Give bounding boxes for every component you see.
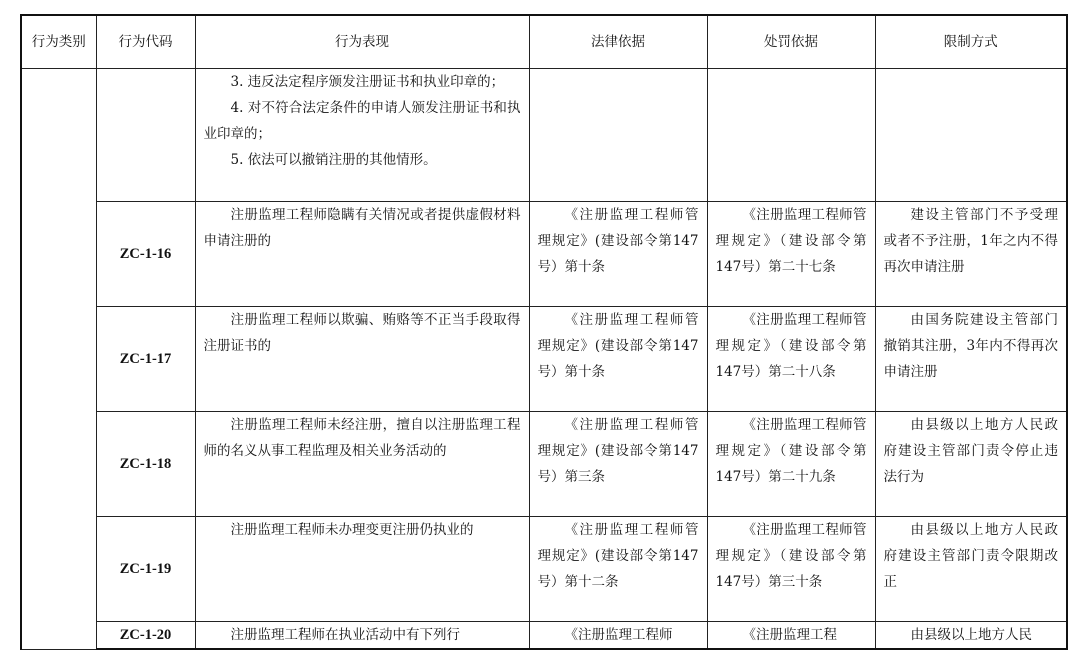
penalty-basis-cell: 《注册监理工程: [707, 622, 875, 650]
behavior-cell: 注册监理工程师未办理变更注册仍执业的: [195, 517, 529, 622]
table-row: [21, 307, 1067, 412]
behavior-line: 4. 对不符合法定条件的申请人颁发注册证书和执业印章的；: [203, 100, 521, 142]
behavior-cell: 注册监理工程师隐瞒有关情况或者提供虚假材料申请注册的: [195, 202, 529, 307]
behavior-cell: [195, 69, 529, 202]
code-cell: ZC-1-17: [96, 307, 195, 412]
restriction-cell: [875, 69, 1067, 202]
header-legal-basis: 法律依据: [529, 15, 707, 69]
behavior-cell: 注册监理工程师在执业活动中有下列行: [195, 622, 529, 650]
behavior-cell: 注册监理工程师未经注册，擅自以注册监理工程师的名义从事工程监理及相关业务活动的: [195, 412, 529, 517]
code-cell: ZC-1-19: [96, 517, 195, 622]
code-cell: ZC-1-18: [96, 412, 195, 517]
regulation-table: [20, 14, 1068, 650]
code-cell: ZC-1-16: [96, 202, 195, 307]
behavior-cell: 注册监理工程师以欺骗、贿赂等不正当手段取得注册证书的: [195, 307, 529, 412]
header-code: 行为代码: [96, 15, 195, 69]
restriction-cell: 由国务院建设主管部门撤销其注册，3年内不得再次申请注册: [875, 307, 1067, 412]
restriction-cell: 由县级以上地方人民: [875, 622, 1067, 650]
legal-basis-cell: [529, 69, 707, 202]
penalty-basis-cell: 《注册监理工程师管理规定》（建设部令第147号）第二十九条: [707, 412, 875, 517]
code-cell: ZC-1-20: [96, 622, 195, 650]
table-row: [21, 412, 1067, 517]
legal-basis-cell: 《注册监理工程师管理规定》(建设部令第147号）第三条: [529, 412, 707, 517]
penalty-basis-cell: 《注册监理工程师管理规定》（建设部令第147号）第二十八条: [707, 307, 875, 412]
header-restriction: 限制方式: [875, 15, 1067, 69]
table-row: [21, 202, 1067, 307]
header-row: [21, 15, 1067, 69]
legal-basis-cell: 《注册监理工程师管理规定》(建设部令第147号）第十二条: [529, 517, 707, 622]
legal-basis-cell: 《注册监理工程师管理规定》(建设部令第147号）第十条: [529, 202, 707, 307]
penalty-basis-cell: [707, 69, 875, 202]
header-category: 行为类别: [21, 15, 96, 69]
restriction-cell: 建设主管部门不予受理或者不予注册，1年之内不得再次申请注册: [875, 202, 1067, 307]
header-behavior: 行为表现: [195, 15, 529, 69]
table-row: [21, 69, 1067, 202]
behavior-line: 3. 违反法定程序颁发注册证书和执业印章的；: [230, 74, 505, 90]
legal-basis-cell: 《注册监理工程师管理规定》(建设部令第147号）第十条: [529, 307, 707, 412]
table-row: [21, 517, 1067, 622]
table-row: [21, 622, 1067, 650]
category-cell: [21, 69, 96, 650]
code-cell: [96, 69, 195, 202]
behavior-line: 5. 依法可以撤销注册的其他情形。: [230, 152, 437, 168]
legal-basis-cell: 《注册监理工程师: [529, 622, 707, 650]
header-penalty-basis: 处罚依据: [707, 15, 875, 69]
restriction-cell: 由县级以上地方人民政府建设主管部门责令限期改正: [875, 517, 1067, 622]
penalty-basis-cell: 《注册监理工程师管理规定》（建设部令第147号）第二十七条: [707, 202, 875, 307]
penalty-basis-cell: 《注册监理工程师管理规定》（建设部令第147号）第三十条: [707, 517, 875, 622]
restriction-cell: 由县级以上地方人民政府建设主管部门责令停止违法行为: [875, 412, 1067, 517]
